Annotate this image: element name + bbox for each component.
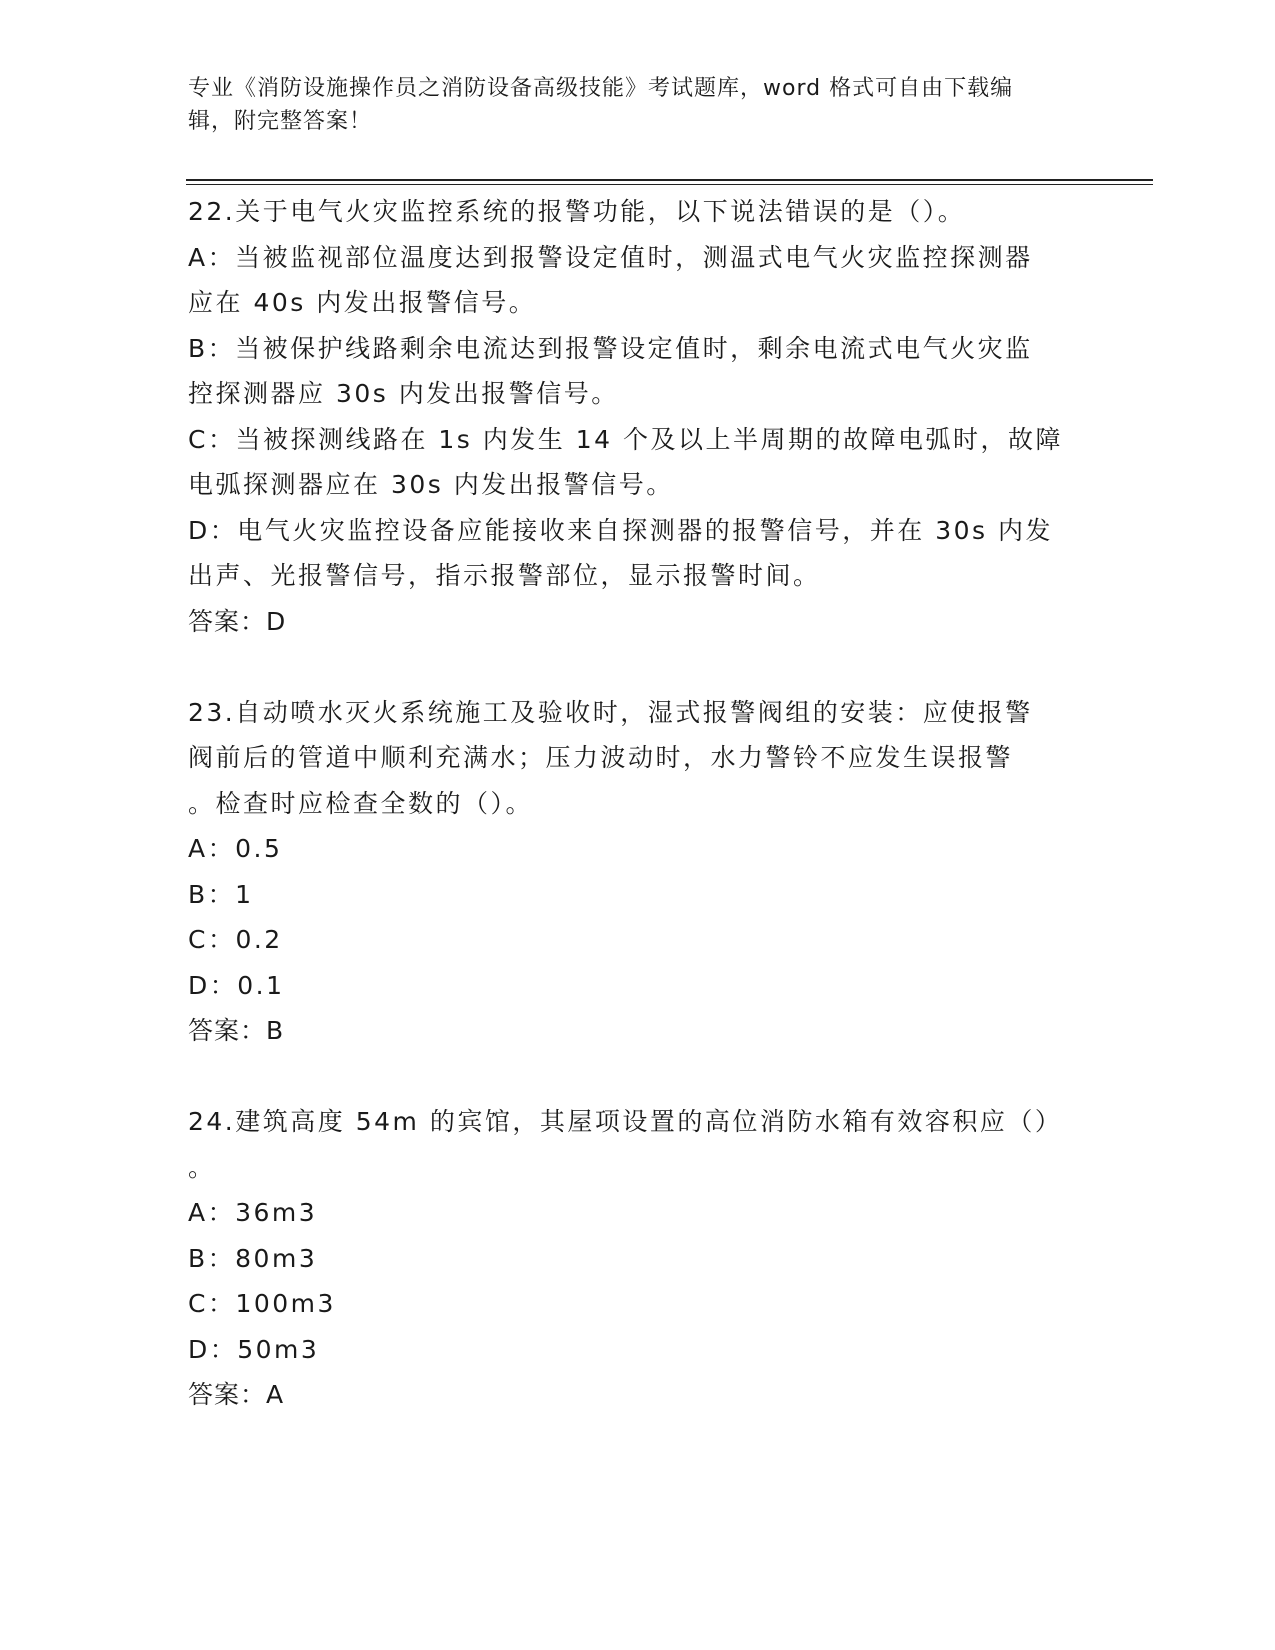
option-c: C：100m3	[188, 1289, 336, 1318]
answer-line: 答案：A	[188, 1380, 285, 1409]
question-stem-continued: 阀前后的管道中顺利充满水；压力波动时，水力警铃不应发生误报警	[188, 743, 1014, 772]
answer-line: 答案：B	[188, 1016, 285, 1045]
option-d-continued: 出声、光报警信号，指示报警部位，显示报警时间。	[188, 561, 821, 590]
option-b: B：当被保护线路剩余电流达到报警设定值时，剩余电流式电气火灾监	[188, 333, 1033, 363]
option-d: D：电气火灾监控设备应能接收来自探测器的报警信号，并在 30s 内发	[188, 515, 1053, 545]
option-a: A：当被监视部位温度达到报警设定值时，测温式电气火灾监控探测器	[188, 242, 1033, 272]
document-header	[188, 72, 1068, 138]
question-stem-continued: 。	[188, 1152, 216, 1182]
option-b: B：1	[188, 879, 254, 909]
option-d: D：0.1	[188, 970, 285, 1000]
option-b-continued: 控探测器应 30s 内发出报警信号。	[188, 379, 619, 408]
question-stem: 24.建筑高度 54m 的宾馆，其屋项设置的高位消防水箱有效容积应（）	[188, 1107, 1063, 1136]
option-c: C：0.2	[188, 925, 283, 954]
question-block	[188, 1099, 1088, 1418]
question-list	[188, 189, 1088, 1418]
header-line: 辑，附完整答案！	[188, 109, 373, 134]
question-stem: 23.自动喷水灭火系统施工及验收时，湿式报警阀组的安装：应使报警	[188, 697, 1033, 727]
spacer	[188, 644, 1088, 690]
option-c: C：当被探测线路在 1s 内发生 14 个及以上半周期的故障电弧时，故障	[188, 424, 1063, 454]
spacer	[188, 1054, 1088, 1100]
option-a: A：0.5	[188, 834, 283, 863]
header-divider-thick	[186, 179, 1153, 181]
question-stem-continued: 。检查时应检查全数的（）。	[188, 788, 534, 818]
option-b: B：80m3	[188, 1243, 318, 1273]
header-line: 专业《消防设施操作员之消防设备高级技能》考试题库，word 格式可自由下载编	[188, 76, 1014, 101]
question-stem: 22.关于电气火灾监控系统的报警功能，以下说法错误的是（）。	[188, 197, 966, 226]
question-block	[188, 189, 1088, 644]
option-a-continued: 应在 40s 内发出报警信号。	[188, 288, 537, 317]
option-a: A：36m3	[188, 1198, 318, 1227]
answer-line: 答案：D	[188, 606, 287, 636]
option-c-continued: 电弧探测器应在 30s 内发出报警信号。	[188, 470, 674, 499]
question-block	[188, 690, 1088, 1054]
header-divider-thin	[186, 184, 1153, 185]
option-d: D：50m3	[188, 1334, 320, 1364]
